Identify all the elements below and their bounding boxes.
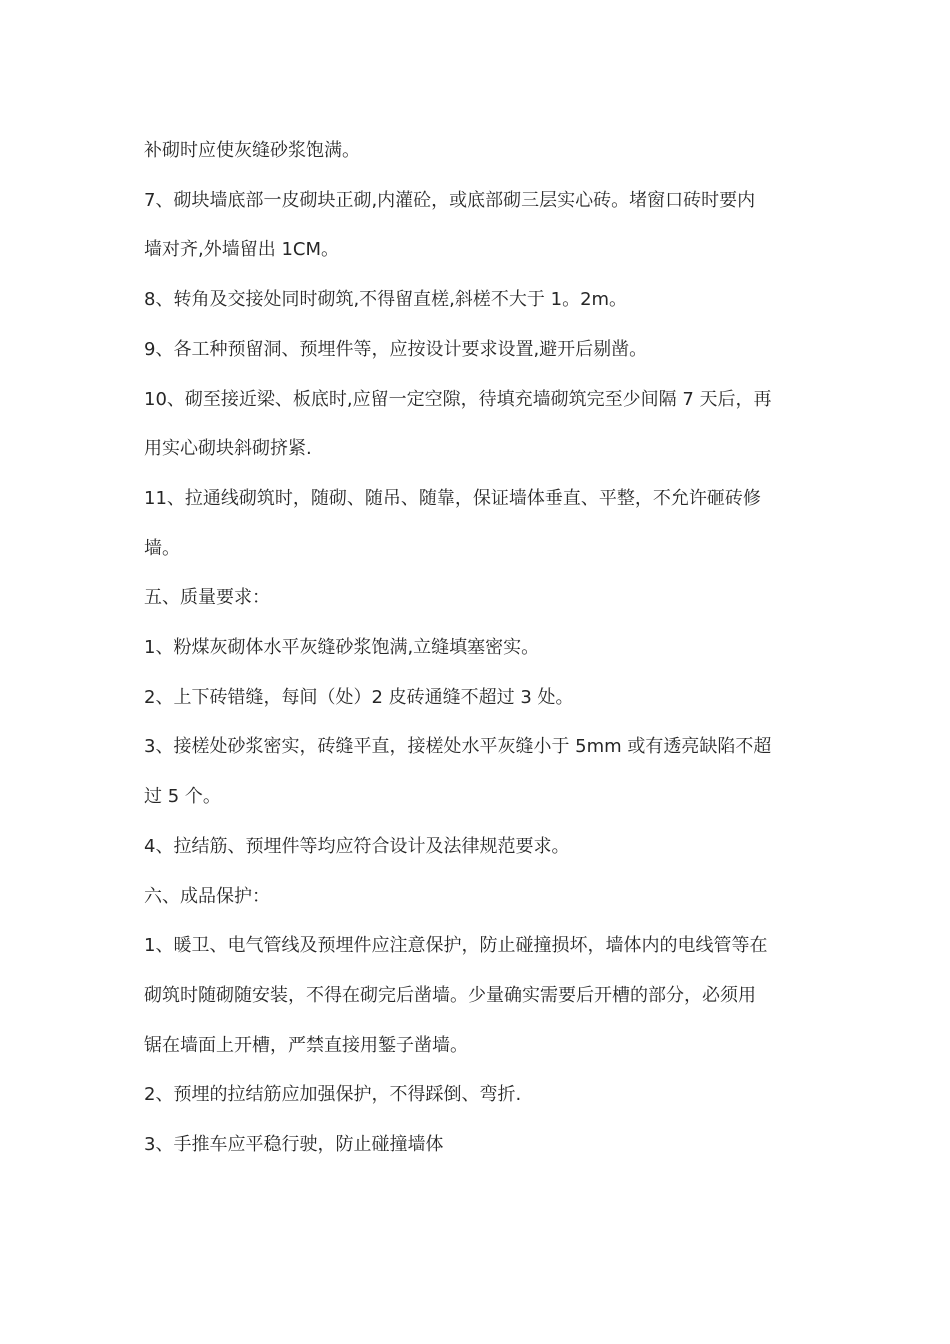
text-line: 7、砌块墙底部一皮砌块正砌,内灌砼，或底部砌三层实心砖。堵窗口砖时要内	[144, 189, 756, 211]
text-line: 9、各工种预留洞、预埋件等，应按设计要求设置,避开后剔凿。	[144, 338, 648, 360]
text-line: 2、上下砖错缝，每间（处）2 皮砖通缝不超过 3 处。	[144, 686, 574, 708]
text-line: 过 5 个。	[144, 786, 221, 808]
text-line: 3、接槎处砂浆密实，砖缝平直，接槎处水平灰缝小于 5mm 或有透亮缺陷不超	[144, 736, 772, 758]
text-line: 1、粉煤灰砌体水平灰缝砂浆饱满,立缝填塞密实。	[144, 637, 540, 659]
text-line: 砌筑时随砌随安装，不得在砌完后凿墙。少量确实需要后开槽的部分，必须用	[144, 984, 756, 1006]
text-line: 补砌时应使灰缝砂浆饱满。	[144, 140, 360, 161]
text-line: 锯在墙面上开槽，严禁直接用錾子凿墙。	[144, 1034, 468, 1056]
text-line: 1、暖卫、电气管线及预埋件应注意保护，防止碰撞损坏，墙体内的电线管等在	[144, 935, 768, 957]
text-line: 墙对齐,外墙留出 1CM。	[144, 239, 339, 261]
section-heading: 五、质量要求：	[144, 587, 270, 609]
text-line: 3、手推车应平稳行驶，防止碰撞墙体	[144, 1134, 444, 1156]
text-line: 用实心砌块斜砌挤紧.	[144, 438, 312, 460]
text-line: 11、拉通线砌筑时，随砌、随吊、随靠，保证墙体垂直、平整，不允许砸砖修	[144, 487, 761, 509]
section-heading: 六、成品保护：	[144, 885, 270, 907]
text-line: 8、转角及交接处同时砌筑,不得留直槎,斜槎不大于 1。2m。	[144, 289, 628, 311]
text-line: 墙。	[144, 537, 180, 559]
text-line: 10、砌至接近梁、板底时,应留一定空隙，待填充墙砌筑完至少间隔 7 天后，再	[144, 388, 772, 410]
text-line: 4、拉结筋、预埋件等均应符合设计及法律规范要求。	[144, 835, 570, 857]
text-line: 2、预埋的拉结筋应加强保护，不得踩倒、弯折.	[144, 1084, 522, 1106]
document-body	[144, 126, 812, 1170]
